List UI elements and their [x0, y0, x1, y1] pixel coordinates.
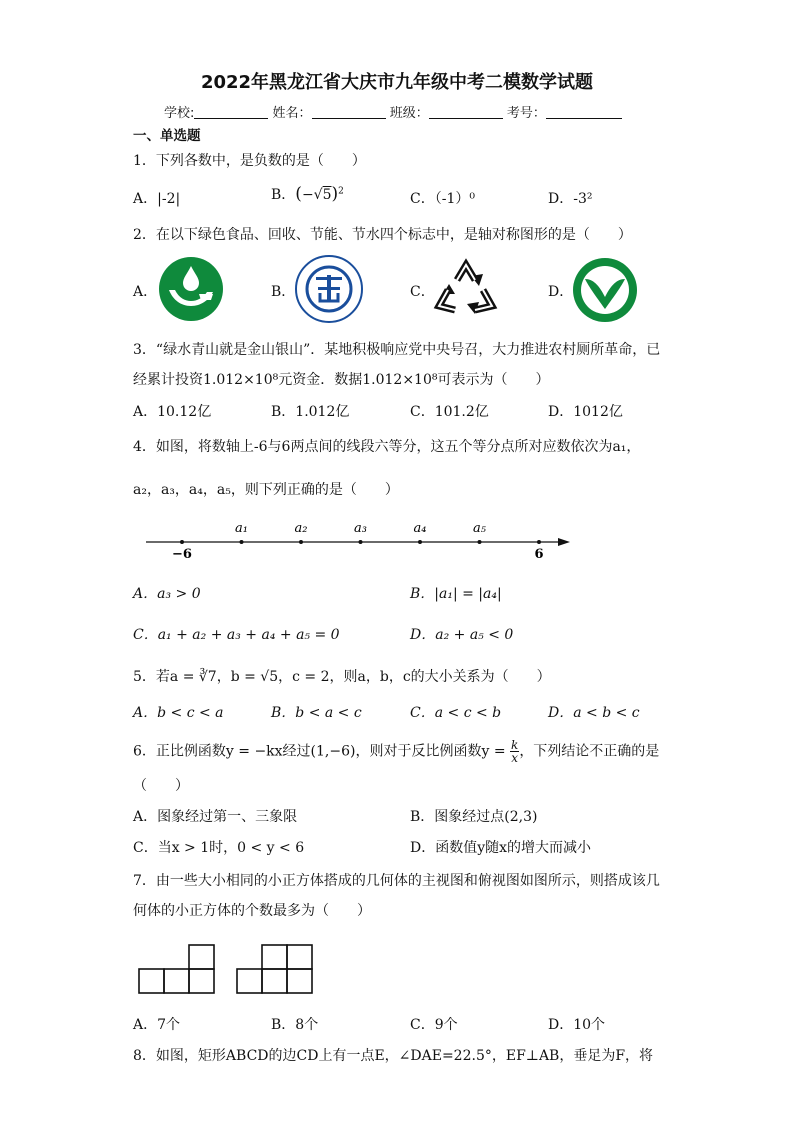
section-title: 一、单选题 — [133, 128, 201, 144]
number-line-point — [180, 540, 184, 544]
student-info — [164, 102, 622, 121]
q3-option-a: A．10.12亿 — [133, 404, 212, 420]
name-label: 姓名： — [272, 106, 312, 121]
axis-label-right: 6 — [534, 547, 544, 562]
q6-option-c: C．当x > 1时，0 < y < 6 — [133, 840, 305, 856]
fraction-k-over-x: $\frac{k}{x}$ — [511, 738, 519, 765]
front-view-figure — [138, 943, 218, 995]
q4-option-b: B．|a₁| = |a₄| — [410, 586, 502, 602]
point-label: a₅ — [473, 521, 486, 536]
water-saving-logo-icon — [571, 257, 639, 323]
q1-option-d: D．-3² — [548, 191, 593, 207]
green-food-logo-icon — [157, 256, 225, 322]
q7-option-d: D．10个 — [548, 1017, 606, 1033]
q7-option-a: A．7个 — [133, 1017, 181, 1033]
q7-stem-line2: 何体的小正方体的个数最多为（ ） — [133, 903, 371, 919]
q4-stem-line2: a₂，a₃，a₄，a₅，则下列正确的是（ ） — [133, 482, 399, 498]
q6-stem: 6．正比例函数y = −kx经过(1,−6)，则对于反比例函数y = $\frac{k}{x}$ ，下列结论不正确的是 — [133, 738, 660, 765]
number-line-point — [537, 540, 541, 544]
q2-option-d-letter: D． — [548, 284, 574, 300]
number-line-point — [359, 540, 363, 544]
q5-option-d: D．a < b < c — [548, 705, 640, 721]
q2-stem: 2．在以下绿色食品、回收、节能、节水四个标志中，是轴对称图形的是（ ） — [133, 227, 632, 243]
q1-option-a: A．|-2| — [133, 191, 181, 207]
q3-stem-line1: 3．“绿水青山就是金山银山”．某地积极响应党中央号召，大力推进农村厕所革命，已 — [133, 342, 661, 358]
q5-option-c: C．a < c < b — [410, 705, 502, 721]
q4-option-d: D．a₂ + a₅ < 0 — [410, 627, 514, 643]
top-view-figure — [236, 943, 316, 995]
axis-label-left: −6 — [172, 547, 192, 562]
q4-option-a: A．a₃ > 0 — [133, 586, 201, 602]
point-label: a₂ — [294, 521, 308, 536]
q1-stem: 1．下列各数中，是负数的是（ ） — [133, 153, 366, 169]
q8-stem: 8．如图，矩形ABCD的边CD上有一点E，∠DAE=22.5°，EF⊥AB，垂足为F，将 — [133, 1048, 654, 1064]
class-blank — [429, 105, 503, 119]
q5-stem: 5．若a = ∛7，b = √5，c = 2，则a，b，c的大小关系为（ ） — [133, 669, 551, 685]
q4-option-c: C．a₁ + a₂ + a₃ + a₄ + a₅ = 0 — [133, 627, 340, 643]
number-line-point — [478, 540, 482, 544]
id-blank — [546, 105, 622, 119]
q1-option-b: B．$(-√5)^2$ — [271, 184, 344, 204]
q7-option-b: B．8个 — [271, 1017, 319, 1033]
number-line-point — [299, 540, 303, 544]
q2-option-b-letter: B． — [271, 284, 296, 300]
number-line-point — [240, 540, 244, 544]
class-label: 班级： — [389, 106, 429, 121]
point-label: a₃ — [354, 521, 367, 536]
q3-option-c: C．101.2亿 — [410, 404, 489, 420]
q4-stem-line1: 4．如图，将数轴上-6与6两点间的线段六等分，这五个等分点所对应数依次为a₁， — [133, 439, 641, 455]
energy-saving-logo-icon — [294, 255, 364, 323]
q6-option-a: A．图象经过第一、三象限 — [133, 809, 298, 825]
q6-option-b: B．图象经过点(2,3) — [410, 809, 538, 825]
q3-option-b: B．1.012亿 — [271, 404, 350, 420]
school-label: 学校: — [164, 106, 195, 121]
q6-option-d: D．函数值y随x的增大而减小 — [410, 840, 592, 856]
q3-option-d: D．1012亿 — [548, 404, 623, 420]
point-label: a₄ — [413, 521, 427, 536]
q1-option-c: C．（-1）⁰ — [410, 191, 475, 207]
number-line-figure — [140, 512, 580, 562]
recycle-logo-icon — [433, 258, 499, 320]
q6-stem-line2: （ ） — [133, 778, 189, 794]
q7-option-c: C．9个 — [410, 1017, 458, 1033]
q5-option-a: A．b < c < a — [133, 705, 224, 721]
q7-stem-line1: 7．由一些大小相同的小正方体搭成的几何体的主视图和俯视图如图所示，则搭成该几 — [133, 873, 660, 889]
number-line-point — [418, 540, 422, 544]
name-blank — [312, 105, 386, 119]
point-label: a₁ — [235, 521, 248, 536]
q2-option-c-letter: C． — [410, 284, 435, 300]
id-label: 考号： — [506, 106, 546, 121]
q3-stem-line2: 经累计投资1.012×10⁸元资金．数据1.012×10⁸可表示为（ ） — [133, 372, 550, 388]
q5-option-b: B．b < a < c — [271, 705, 362, 721]
q2-option-a-letter: A． — [133, 284, 158, 300]
axis-arrow-icon — [558, 538, 570, 546]
page-title: 2022年黑龙江省大庆市九年级中考二模数学试题 — [200, 72, 594, 93]
school-blank — [194, 105, 268, 119]
